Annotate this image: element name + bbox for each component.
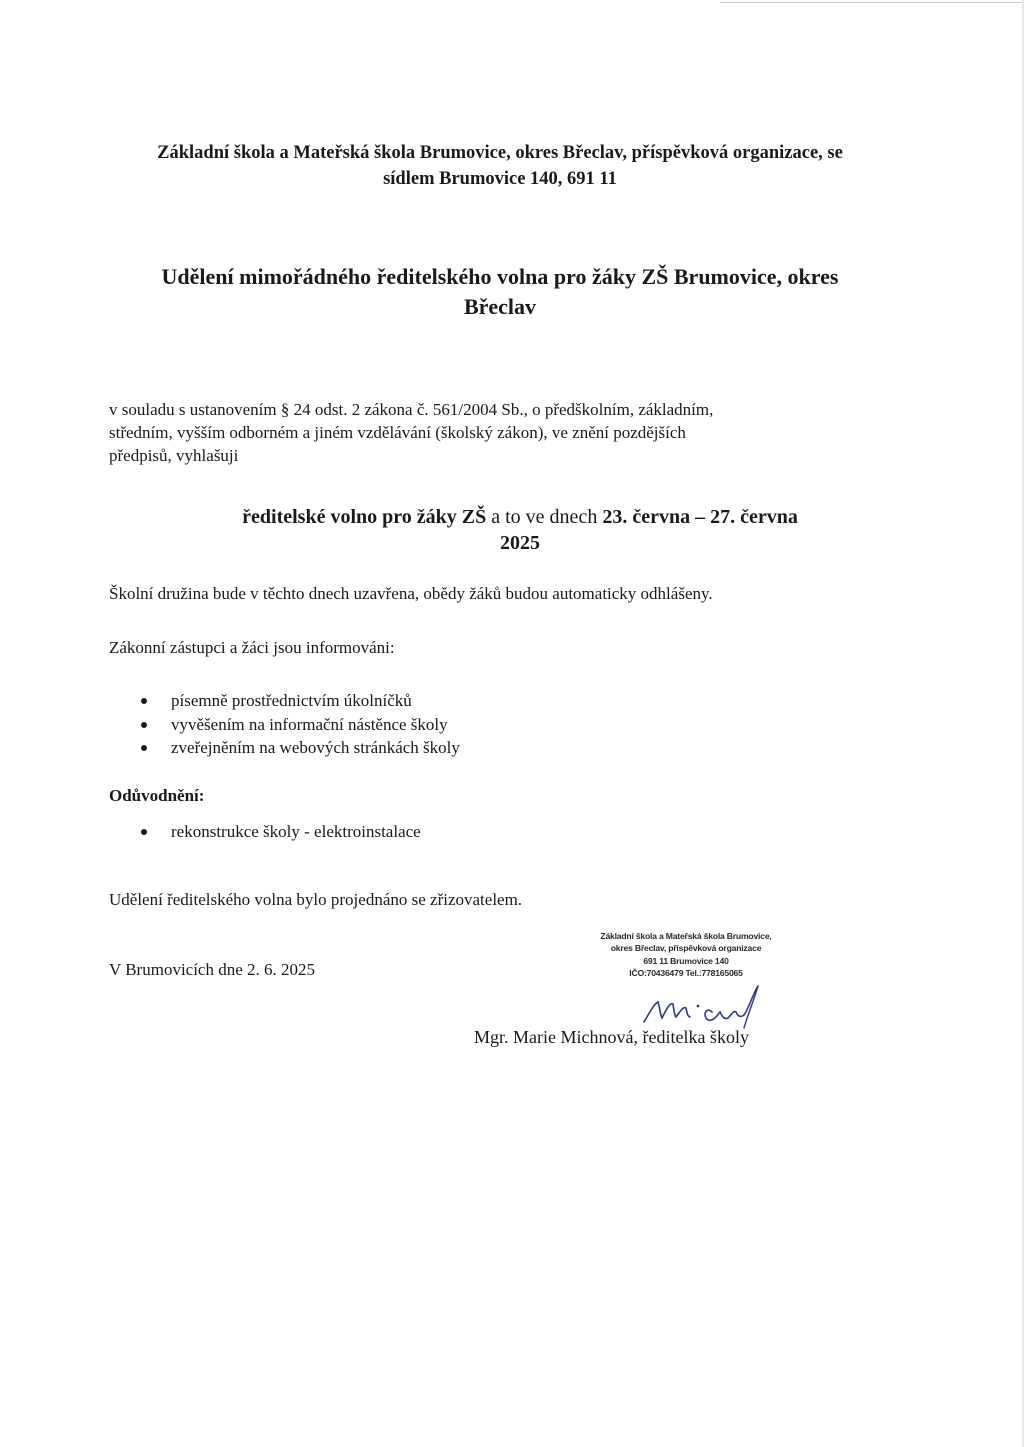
list-item: zveřejněním na webových stránkách školy [140,736,460,760]
announcement-connector: a to ve dnech [486,506,603,528]
list-item: vyvěšením na informační nástěnce školy [140,713,460,737]
school-stamp [556,930,816,980]
legal-basis-line-1: v souladu s ustanovením § 24 odst. 2 zákona č. 561/2004 Sb., o předškolním, základním, [109,400,714,419]
legal-basis-paragraph [109,398,899,467]
stamp-line-1: Základní škola a Mateřská škola Brumovice, [600,931,772,941]
legal-basis-line-3: předpisů, vyhlašuji [109,446,239,465]
legal-basis-line-2: středním, vyšším odborném a jiném vzdělávání (školský zákon), ve znění pozdějších [109,423,686,442]
founder-consultation-note: Udělení ředitelského volna bylo projednáno se zřizovatelem. [109,890,523,909]
justification-heading: Odůvodnění: [109,786,205,805]
school-header-line-1: Základní škola a Mateřská škola Brumovice, okres Břeclav, příspěvková organizace, se [157,143,843,163]
stamp-line-2: okres Břeclav, příspěvková organizace [610,943,762,954]
stamp-line-4: IČO:70436479 Tel.:778165065 [629,968,743,979]
school-header-line-2: sídlem Brumovice 140, 691 11 [383,169,617,189]
inform-intro: Zákonní zástupci a žáci jsou informováni: [109,638,395,657]
document-title-line-2: Břeclav [463,294,537,319]
document-title [60,262,940,322]
list-item: rekonstrukce školy - elektroinstalace [140,820,421,844]
justification-list [140,820,421,844]
handwritten-signature [640,982,790,1032]
announcement [150,504,890,556]
announcement-year: 2025 [500,532,540,554]
school-header [60,140,940,192]
inform-list [140,689,460,760]
list-item: písemně prostřednictvím úkolníčků [140,689,460,713]
after-school-club-notice: Školní družina bude v těchto dnech uzavřena, obědy žáků budou automaticky odhlášeny. [109,584,713,603]
place-and-date: V Brumovicích dne 2. 6. 2025 [109,960,316,979]
scan-edge-line [720,2,1024,3]
document-title-line-1: Udělení mimořádného ředitelského volna pro žáky ZŠ Brumovice, okres [161,264,839,289]
announcement-holiday: ředitelské volno pro žáky ZŠ [242,506,487,528]
announcement-dates: 23. června – 27. června [602,506,798,528]
stamp-line-3: 691 11 Brumovice 140 [643,955,729,966]
signatory-name: Mgr. Marie Michnová, ředitelka školy [474,1027,749,1047]
announcement-line-1 [150,504,890,530]
